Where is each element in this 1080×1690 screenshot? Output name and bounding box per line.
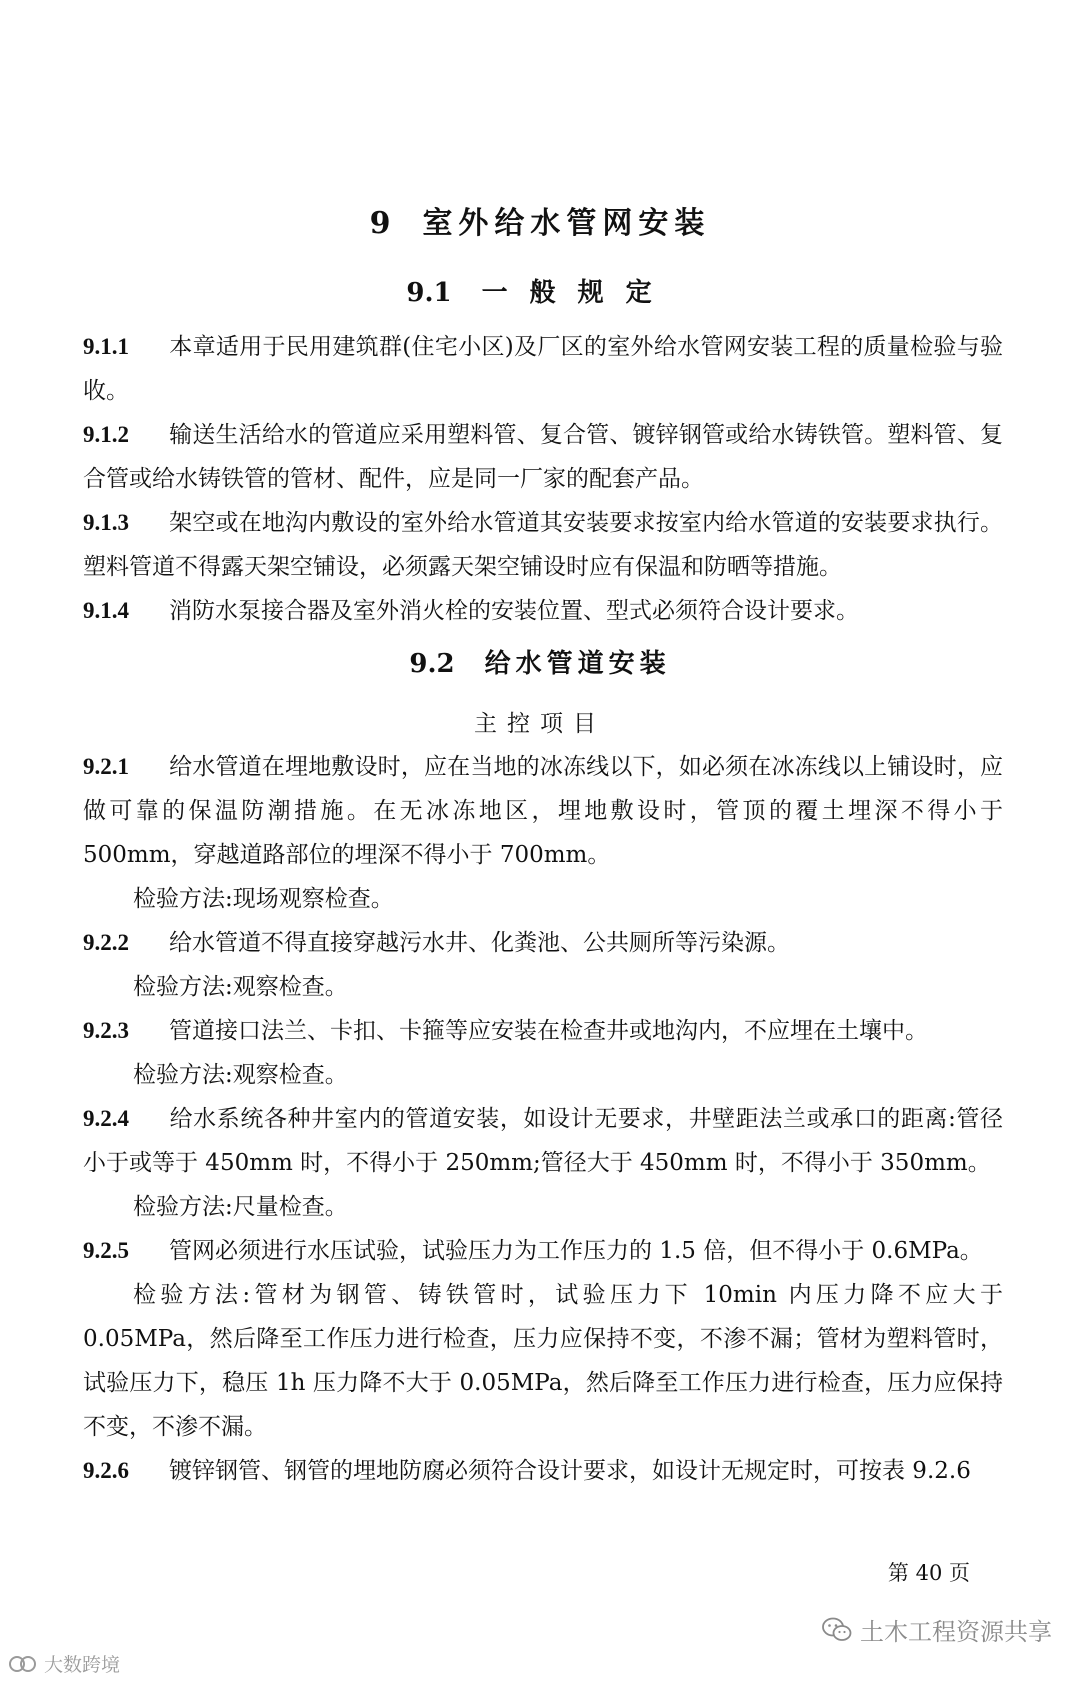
- clause-text: 镀锌钢管、钢管的埋地防腐必须符合设计要求，如设计无规定时，可按表 9.2.6: [169, 1458, 971, 1484]
- clause: [83, 413, 1003, 501]
- chapter-title-text: 室外给水管网安装: [422, 206, 711, 241]
- clause: [83, 1449, 1003, 1493]
- watermark-text: 土木工程资源共享: [860, 1618, 1052, 1646]
- clause: [83, 589, 1003, 633]
- watermark-source: [822, 1612, 1052, 1647]
- clause-text: 给水管道在埋地敷设时，应在当地的冰冻线以下，如必须在冰冻线以上铺设时，应做可靠的保温防潮措施。在无冰冻地区，埋地敷设时，管顶的覆土埋深不得小于 500mm，穿越道路部位的埋深不得小于 700mm。: [83, 754, 1003, 868]
- chapter-title: [0, 198, 1080, 242]
- clause-number: 9.2.3: [83, 1018, 129, 1043]
- clause-text: 给水系统各种井室内的管道安装，如设计无要求，井壁距法兰或承口的距离:管径小于或等于 450mm 时，不得小于 250mm;管径大于 450mm 时，不得小于 350mm。: [83, 1106, 1003, 1176]
- clause-text: 管道接口法兰、卡扣、卡箍等应安装在检查井或地沟内，不应埋在土壤中。: [169, 1018, 928, 1044]
- clause-text: 输送生活给水的管道应采用塑料管、复合管、镀锌钢管或给水铸铁管。塑料管、复合管或给水铸铁管的管材、配件，应是同一厂家的配套产品。: [83, 422, 1003, 492]
- clause-number: 9.1.1: [83, 334, 129, 359]
- clause-number: 9.1.4: [83, 598, 129, 623]
- clause-number: 9.2.2: [83, 930, 129, 955]
- page-number: 第 40 页: [887, 1561, 970, 1585]
- section-title-text: 一般规定: [481, 278, 674, 308]
- clause-text: 给水管道不得直接穿越污水井、化粪池、公共厕所等污染源。: [169, 930, 790, 956]
- section-title: [0, 643, 1080, 680]
- watermark-brand-text: 大数跨境: [44, 1654, 121, 1676]
- section-number: 9.2: [409, 649, 455, 679]
- clause-number: 9.1.3: [83, 510, 129, 535]
- chapter-number: 9: [369, 206, 397, 241]
- subsection-title: 主控项目: [474, 711, 606, 737]
- section-title: [0, 272, 1080, 309]
- clause: [83, 501, 1003, 589]
- clause-text: 管网必须进行水压试验，试验压力为工作压力的 1.5 倍，但不得小于 0.6MPa。: [169, 1238, 983, 1264]
- clause-number: 9.2.1: [83, 754, 129, 779]
- wechat-icon: [822, 1617, 852, 1643]
- clause-text: 本章适用于民用建筑群(住宅小区)及厂区的室外给水管网安装工程的质量检验与验收。: [83, 334, 1003, 404]
- clause-number: 9.2.5: [83, 1238, 129, 1263]
- clause: [83, 1009, 1003, 1053]
- clause-number: 9.2.6: [83, 1458, 129, 1483]
- inspection-method: 检验方法:现场观察检查。: [133, 886, 394, 912]
- clause: [83, 325, 1003, 413]
- section-body: [83, 325, 1003, 633]
- brand-logo-icon: [8, 1653, 38, 1675]
- clause: [83, 745, 1003, 877]
- clause-text: 架空或在地沟内敷设的室外给水管道其安装要求按室内给水管道的安装要求执行。塑料管道不得露天架空铺设，必须露天架空铺设时应有保温和防晒等措施。: [83, 510, 1003, 580]
- clause: [83, 921, 1003, 965]
- clause: [83, 1229, 1003, 1273]
- inspection-method: 检验方法:管材为钢管、铸铁管时，试验压力下 10min 内压力降不应大于 0.05MPa，然后降至工作压力进行检查，压力应保持不变，不渗不漏；管材为塑料管时，试验压力下，稳压 1h 压力降不大于 0.05MPa，然后降至工作压力进行检查，压力应保持不变，不渗不漏。: [83, 1282, 1003, 1440]
- clause: [83, 1097, 1003, 1185]
- inspection-method: 检验方法:观察检查。: [133, 1062, 348, 1088]
- inspection-method: 检验方法:尺量检查。: [133, 1194, 348, 1220]
- section-body: [83, 745, 1003, 1493]
- section-title-text: 给水管道安装: [484, 649, 671, 679]
- clause-number: 9.1.2: [83, 422, 129, 447]
- clause-number: 9.2.4: [83, 1106, 129, 1131]
- inspection-method: 检验方法:观察检查。: [133, 974, 348, 1000]
- clause-text: 消防水泵接合器及室外消火栓的安装位置、型式必须符合设计要求。: [169, 598, 859, 624]
- section-number: 9.1: [406, 278, 452, 308]
- watermark-brand: [8, 1650, 120, 1677]
